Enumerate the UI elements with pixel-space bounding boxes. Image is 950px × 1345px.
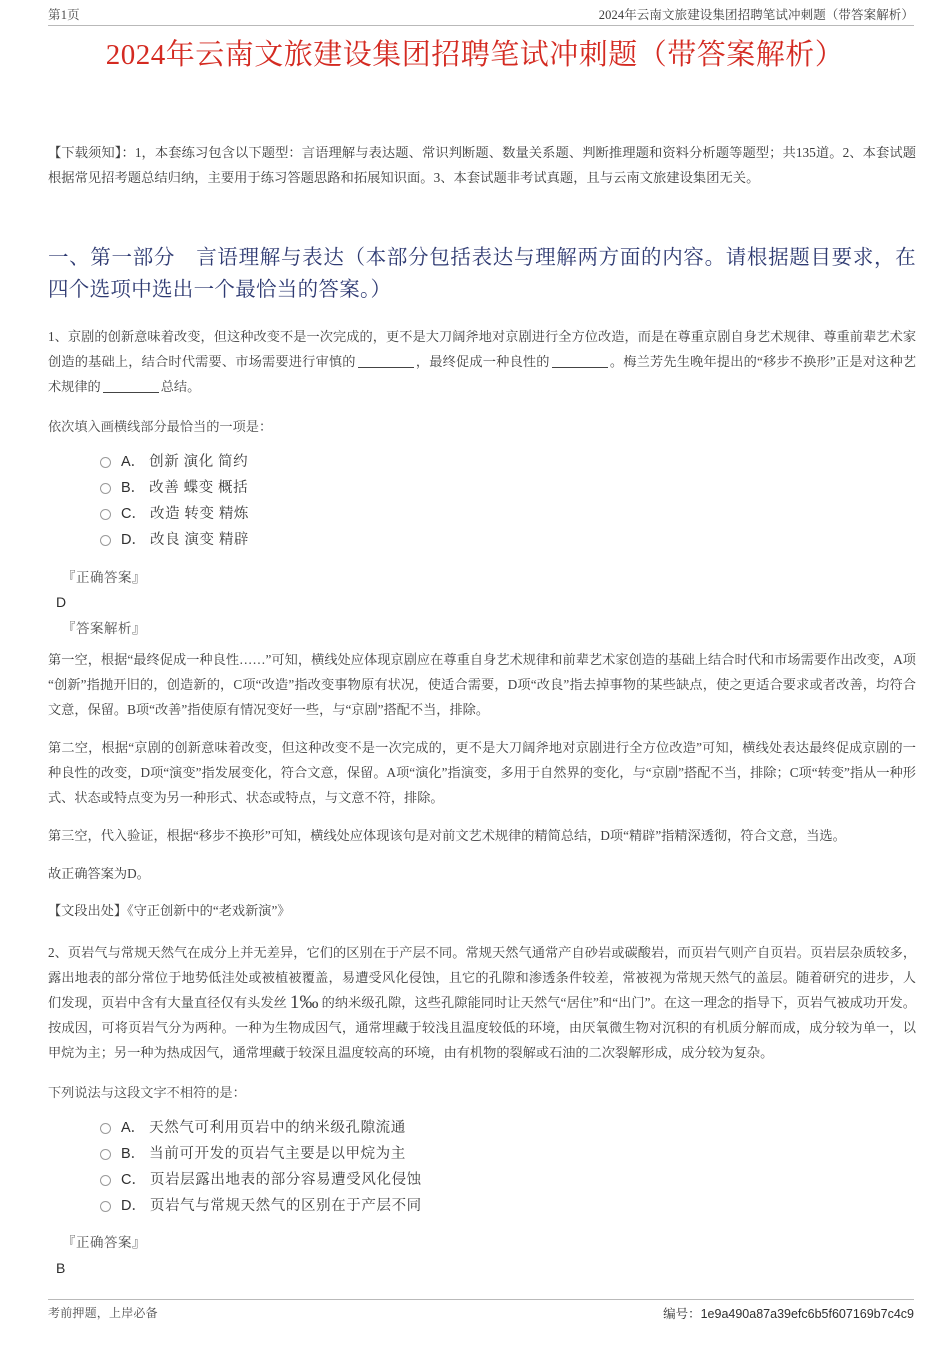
option-letter: A． [121,454,146,471]
part-one-heading: 一、第一部分 言语理解与表达（本部分包括表达与理解两方面的内容。请根据题目要求，在四个选项中选出一个最恰当的答案。） [48,247,916,301]
correct-answer-label: 『正确答案』 [62,1235,146,1250]
fill-blank-line [552,367,608,368]
radio-button-icon[interactable] [100,457,111,468]
question-number: 2、 [48,944,68,960]
permille-value: 1‰ [289,991,319,1013]
footer-document-code [663,1304,914,1322]
radio-button-icon[interactable] [100,483,111,494]
document-title: 2024年云南文旅建设集团招聘笔试冲刺题（带答案解析） [105,39,845,71]
analysis-paragraph: 第二空，根据“京剧的创新意味着改变，但这种改变不是一次完成的，更不是大刀阔斧地对京剧进行全方位改造”可知，横线处表达最终促成京剧的一种良性的改变，D项“演变”指发展变化，符合文意，保留。A项“演化”指演变，多用于自然界的变化，与“京剧”搭配不当，排除；C项“转变”指从一种形式、状态或特点变为另一种形式、状态或特点，与文意不符，排除。 [48,740,916,805]
download-notice: 【下载须知】：1，本套练习包含以下题型：言语理解与表达题、常识判断题、数量关系题、判断推理题和资料分析题等题型；共135道。2、本套试题根据常见招考题总结归纳，主要用于练习答题思路和拓展知识面。3、本套试题非考试真题，且与云南文旅建设集团无关。 [48,145,916,185]
option-item-c[interactable] [100,1167,916,1193]
radio-button-icon[interactable] [100,1149,111,1160]
question-stem-part-b: 的纳米级孔隙，这些孔隙能同时让天然气“居住”和“出门”。在这一理念的指导下，页岩气被成功开发。按成因，可将页岩气分为两种。一种为生物成因气，通常埋藏于较浅且温度较低的环境，由厌氧微生物对沉积的有机质分解而成，成分较为单一，以甲烷为主；另一种为热成因气，通常埋藏于较深且温度较高的环境，由有机物的裂解或石油的二次裂解形成，成分较为复杂。 [48,994,916,1060]
option-letter: B． [121,480,146,497]
answer-analysis-label: 『答案解析』 [62,620,146,636]
option-letter: C． [121,1171,146,1188]
option-letter: C． [121,506,146,523]
option-item-b[interactable] [100,1141,916,1167]
option-text: 改良 演变 精辟 [149,532,250,549]
fill-blank-line [103,392,159,393]
correct-answer-label: 『正确答案』 [62,569,146,585]
fill-blank-line [358,367,414,368]
header-running-title: 2024年云南文旅建设集团招聘笔试冲刺题（带答案解析） [598,8,914,22]
footer-slogan: 考前押题，上岸必备 [48,1306,158,1320]
page-running-header [48,0,914,26]
question-stem-part-b: ，最终促成一种良性的 [415,354,550,369]
option-text: 当前可开发的页岩气主要是以甲烷为主 [149,1145,406,1162]
radio-button-icon[interactable] [100,1175,111,1186]
option-text: 页岩层露出地表的部分容易遭受风化侵蚀 [149,1171,422,1188]
question-stem [48,324,916,399]
option-item-d[interactable] [100,1193,916,1219]
radio-button-icon[interactable] [100,509,111,520]
radio-button-icon[interactable] [100,1201,111,1212]
page-number-marker: 第1页 [48,8,80,22]
option-item-a[interactable] [100,1115,916,1141]
question-prompt: 依次填入画横线部分最恰当的一项是： [48,419,273,434]
option-list [48,450,916,554]
option-item-a[interactable] [100,450,916,476]
correct-answer-value: D [56,594,67,610]
option-letter: D． [121,532,146,549]
code-label: 编号： [663,1307,701,1321]
correct-answer-value: B [56,1259,66,1276]
option-item-c[interactable] [100,502,916,528]
page-running-footer [48,1299,914,1327]
option-letter: A． [121,1119,146,1136]
question-prompt: 下列说法与这段文字不相符的是： [48,1084,246,1100]
text-source-citation: 【文段出处】《守正创新中的“老戏新演”》 [48,903,291,918]
question-number: 1、 [48,329,68,344]
question-stem-part-a: 京剧的创新意味着改变，但这种改变不是一次完成的，更不是大刀阔斧地对京剧进行全方位改造，而是在尊重京剧自身艺术规律、尊重前辈艺术家创造的基础上，结合时代需要、市场需要进行审慎的 [48,329,917,369]
option-item-d[interactable] [100,528,916,554]
option-list [48,1115,916,1219]
option-text: 创新 演化 简约 [149,454,249,471]
option-letter: D． [121,1197,146,1214]
analysis-paragraph: 第一空，根据“最终促成一种良性……”可知，横线处应体现京剧应在尊重自身艺术规律和前辈艺术家创造的基础上结合时代和市场需要作出改变，A项“创新”指抛开旧的，创造新的，C项“改造”指改变事物原有状况，使适合需要，D项“改良”指去掉事物的某些缺点，使之更适合要求或者改善，均符合文意，保留。B项“改善”指使原有情况变好一些，与“京剧”搭配不当，排除。 [48,652,916,717]
question-stem-part-a: 页岩气与常规天然气在成分上并无差异，它们的区别在于产层不同。常规天然气通常产自砂岩或碳酸岩，而页岩气则产自页岩。页岩层杂质较多，露出地表的部分常位于地势低洼处或被植被覆盖，易遭受风化侵蚀，且它的孔隙和渗透条件较差，常被视为常规天然气的盖层。随着研究的进步，人们发现，页岩中含有大量直径仅有头发丝 [48,944,917,1010]
radio-button-icon[interactable] [100,1123,111,1134]
option-text: 天然气可利用页岩中的纳米级孔隙流通 [149,1119,406,1136]
code-value: 1e9a490a87a39efc6b5f607169b7c4c9 [700,1307,914,1321]
option-item-b[interactable] [100,476,916,502]
analysis-conclusion: 故正确答案为D。 [48,866,150,881]
option-text: 页岩气与常规天然气的区别在于产层不同 [149,1197,422,1214]
option-letter: B． [121,1145,146,1162]
document-body [48,140,916,1282]
question-stem-part-d: 总结。 [160,379,201,394]
option-text: 改造 转变 精炼 [149,506,250,523]
question-stem-part-c: 。梅兰芳先生晚年提出的“移步不换形”正是对这种艺术规律的 [48,354,917,394]
question-stem [48,940,916,1065]
analysis-paragraph: 第三空，代入验证，根据“移步不换形”可知，横线处应体现该句是对前文艺术规律的精简总结，D项“精辟”指精深透彻，符合文意，当选。 [48,828,846,843]
radio-button-icon[interactable] [100,535,111,546]
option-text: 改善 蝶变 概括 [149,480,249,497]
